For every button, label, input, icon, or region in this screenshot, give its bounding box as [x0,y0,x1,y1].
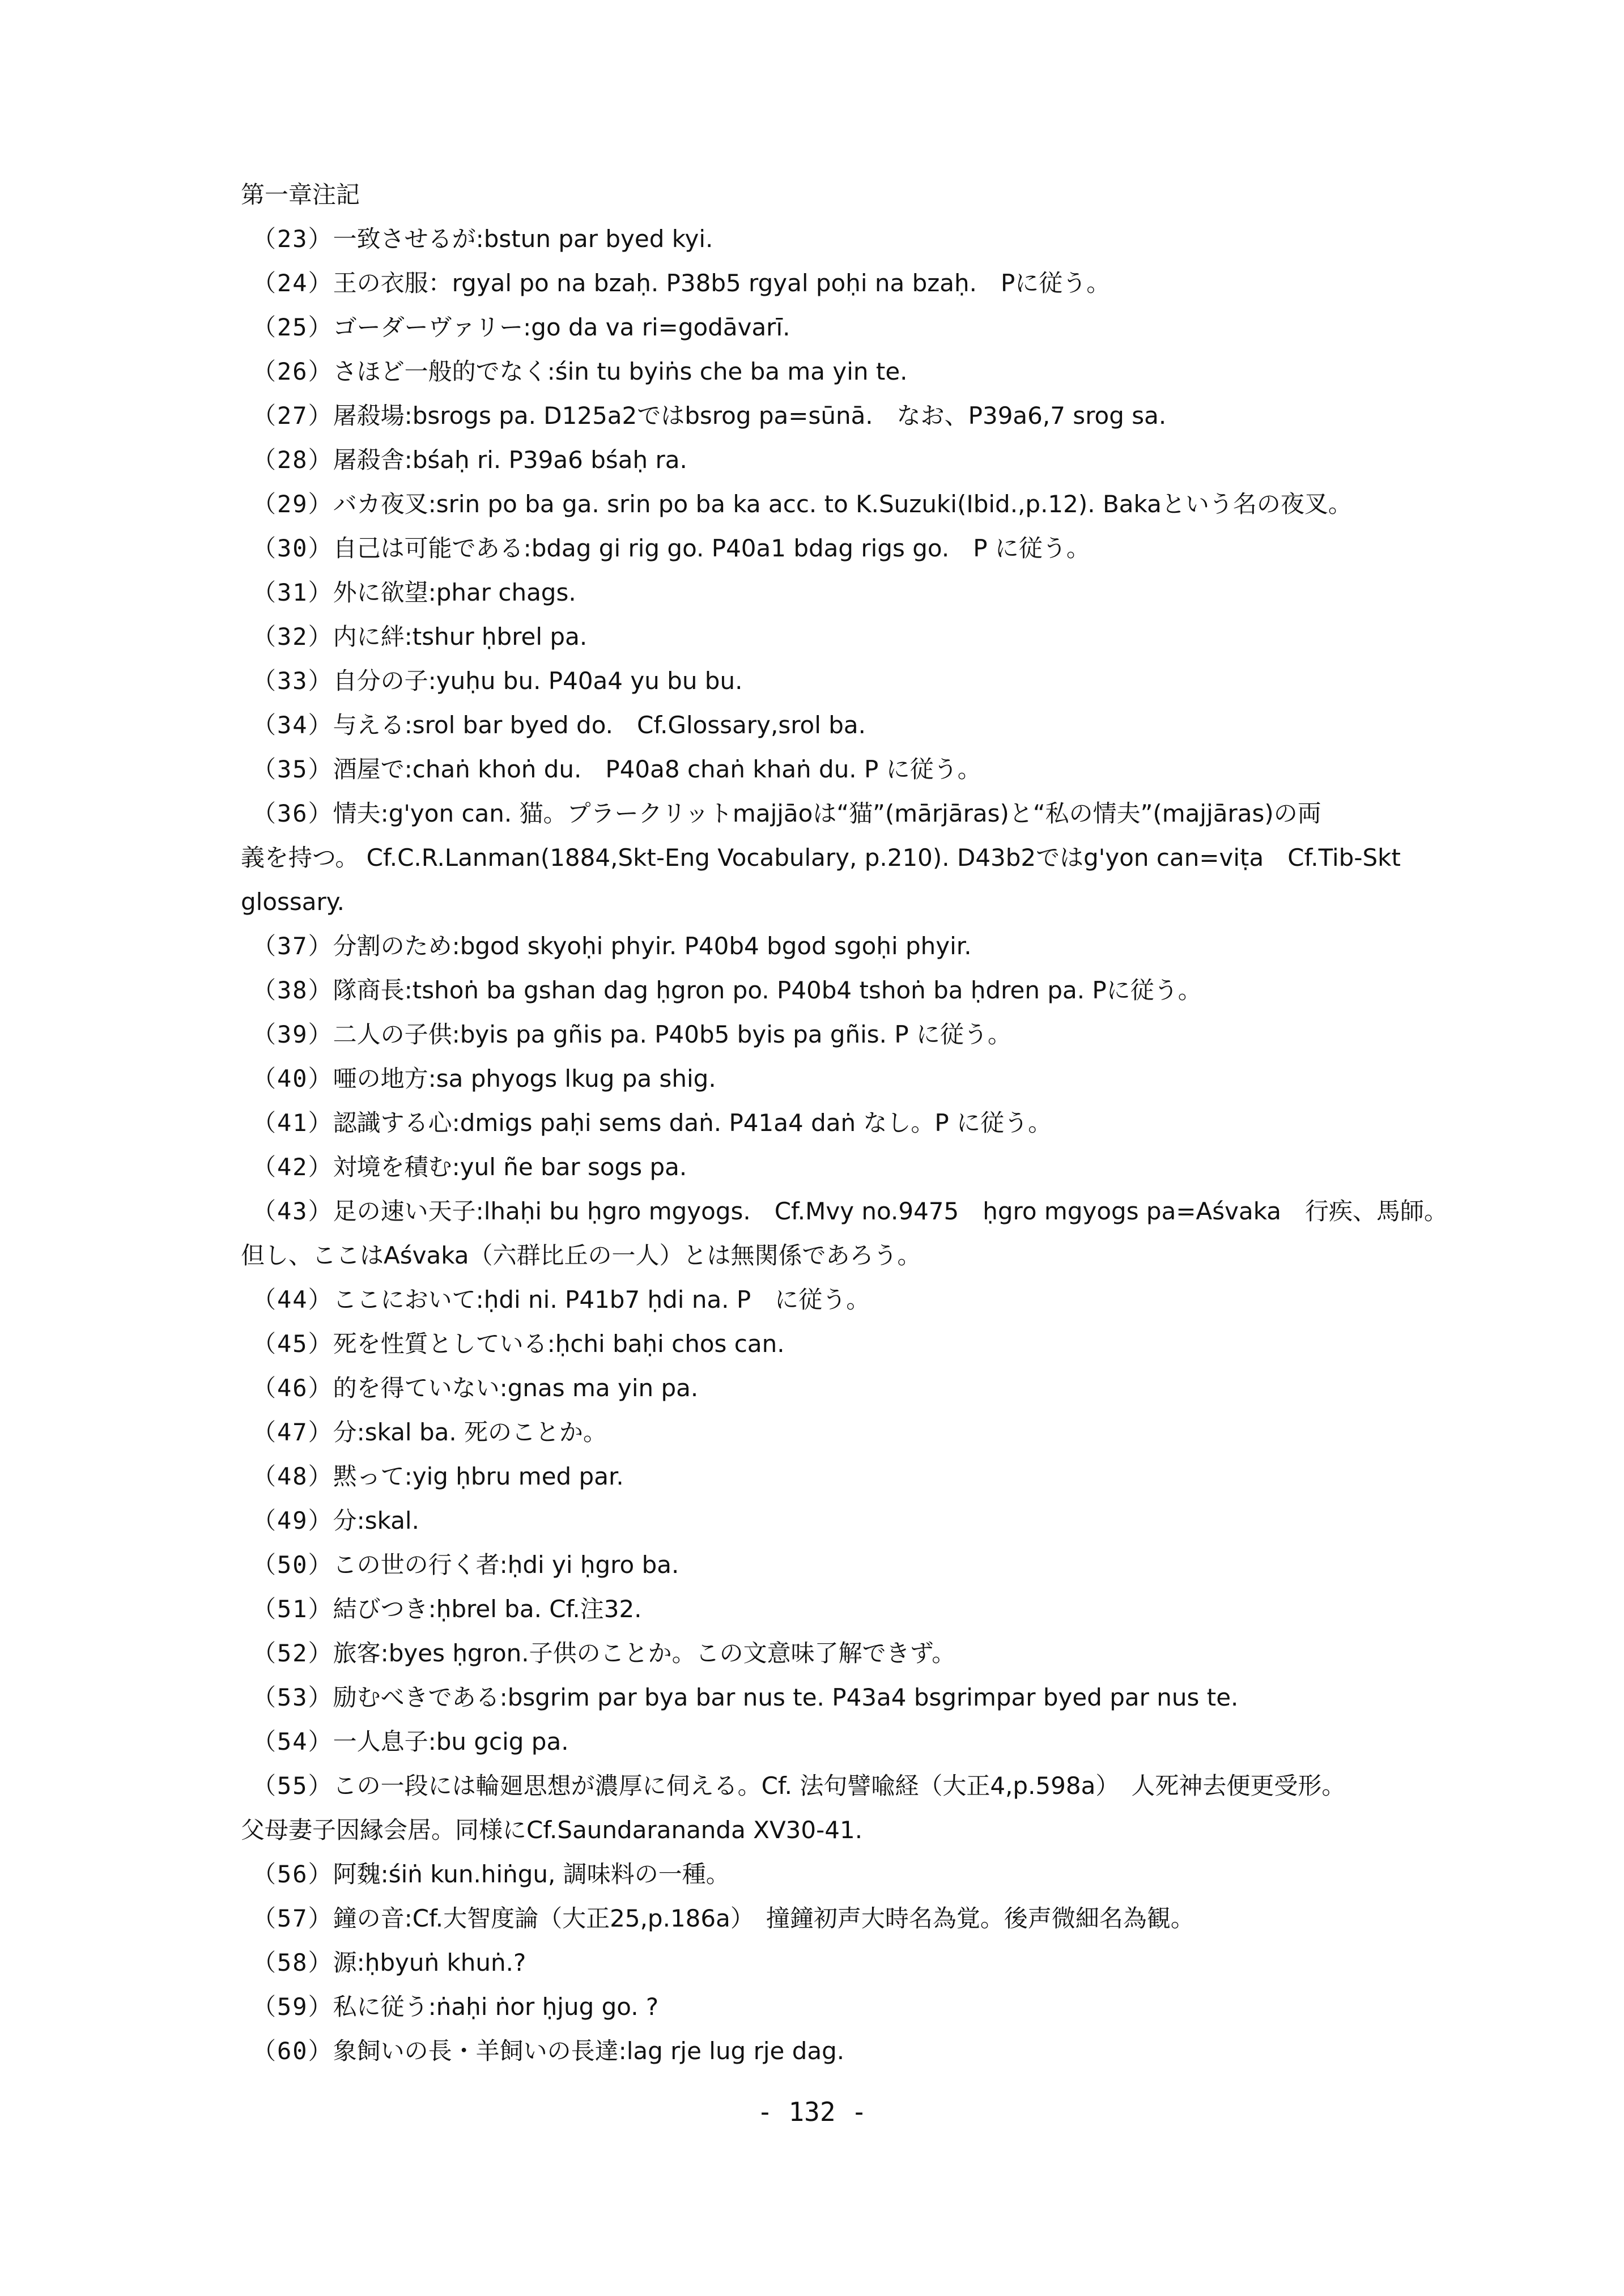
note-entry [241,1941,1459,1985]
note-text: 唖の地方:sa phyogs lkug pa shig. [333,1065,716,1092]
note-text: 一致させるが:bstun par byed kyi. [333,225,713,253]
note-number: （27） [252,402,333,430]
note-entry [241,924,1459,968]
note-text: 屠殺舎:bśaḥ ri. P39a6 bśaḥ ra. [333,446,687,474]
page-number: - 132 - [757,2097,867,2127]
note-number: （47） [252,1418,333,1446]
note-text: 与える:srol bar byed do. Cf.Glossary,srol ba. [333,711,866,739]
note-number: （29） [252,490,333,518]
note-text: 源:ḥbyuṅ khuṅ.? [333,1949,526,1976]
note-text: 励むべきである:bsgrim par bya bar nus te. P43a4 bsgrimpar byed par nus te. [333,1683,1239,1711]
note-entry [241,1720,1459,1764]
note-entry [241,747,1459,792]
note-number: （24） [252,269,333,297]
note-entry [241,482,1459,526]
note-text: 自分の子:yuḥu bu. P40a4 yu bu bu. [333,667,743,695]
note-entry [241,968,1459,1013]
note-text: 分割のため:bgod skyoḥi phyir. P40b4 bgod sgoḥi phyir. [333,932,972,960]
note-text: この世の行く者:ḥdi yi ḥgro ba. [333,1551,679,1579]
note-entry [241,571,1459,615]
note-entry [241,394,1459,438]
note-entry [241,1499,1459,1543]
note-number: （51） [252,1595,333,1623]
note-text: 酒屋で:chaṅ khoṅ du. P40a8 chaṅ khaṅ du. P に従う。 [333,755,981,783]
note-text: 死を性質としている:ḥchi baḥi chos can. [333,1330,785,1358]
note-continuation: glossary. [241,888,345,916]
note-entry [241,217,1459,261]
note-text: 黙って:yig ḥbru med par. [333,1462,624,1490]
notes-section [241,173,1459,2073]
note-number: （26） [252,358,333,385]
note-text: この一段には輪廻思想が濃厚に伺える。Cf. 法句譬喩経（大正4,p.598a） 人死神去便更受形。 [333,1772,1346,1800]
note-number: （44） [252,1286,333,1313]
note-number: （52） [252,1639,333,1667]
note-number: （57） [252,1904,333,1932]
note-entry [241,615,1459,659]
note-entry [241,792,1459,924]
note-entry [241,1278,1459,1322]
note-entry [241,1410,1459,1455]
note-number: （31） [252,579,333,606]
note-entry [241,1057,1459,1101]
note-text: 鐘の音:Cf.大智度論（大正25,p.186a） 撞鐘初声大時名為覚。後声微細名為観。 [333,1904,1194,1932]
note-text: 一人息子:bu gcig pa. [333,1728,569,1755]
note-number: （42） [252,1153,333,1181]
note-entry [241,350,1459,394]
note-number: （48） [252,1462,333,1490]
note-entry [241,1985,1459,2029]
note-text: 的を得ていない:gnas ma yin pa. [333,1374,699,1402]
note-entry [241,1366,1459,1410]
note-text: 対境を積む:yul ñe bar sogs pa. [333,1153,687,1181]
note-entry [241,1322,1459,1366]
note-text: 屠殺場:bsrogs pa. D125a2ではbsrog pa=sūnā. なお、P39a6,7 srog sa. [333,402,1167,430]
note-number: （50） [252,1551,333,1579]
note-number: （46） [252,1374,333,1402]
note-entry [241,1145,1459,1189]
note-number: （39） [252,1021,333,1048]
note-entry [241,1587,1459,1631]
note-entry [241,1013,1459,1057]
note-text: 旅客:byes ḥgron.子供のことか。この文意味了解できず。 [333,1639,956,1667]
note-text: ここにおいて:ḥdi ni. P41b7 ḥdi na. P に従う。 [333,1286,870,1313]
note-number: （34） [252,711,333,739]
note-entry [241,1189,1459,1278]
note-entry [241,1101,1459,1145]
note-number: （25） [252,313,333,341]
note-number: （23） [252,225,333,253]
note-text: 分:skal ba. 死のことか。 [333,1418,607,1446]
note-entry [241,659,1459,703]
note-entry [241,1676,1459,1720]
note-entry [241,2029,1459,2073]
note-text: 結びつき:ḥbrel ba. Cf.注32. [333,1595,642,1623]
note-number: （28） [252,446,333,474]
note-number: （56） [252,1860,333,1888]
note-number: （30） [252,534,333,562]
note-text: 外に欲望:phar chags. [333,579,576,606]
note-text: 情夫:g'yon can. 猫。プラークリットmajjāoは“猫”(mārjāras)と“私の情夫”(majjāras)の両 [333,800,1321,827]
note-entry [241,1852,1459,1897]
note-text: バカ夜叉:srin po ba ga. srin po ba ka acc. to K.Suzuki(Ibid.,p.12). Bakaという名の夜叉。 [333,490,1352,518]
note-entry [241,1897,1459,1941]
section-heading: 第一章注記 [241,181,360,209]
note-number: （54） [252,1728,333,1755]
note-number: （36） [252,800,333,827]
note-text: さほど一般的でなく:śin tu byiṅs che ba ma yin te. [333,358,908,385]
note-number: （43） [252,1197,333,1225]
note-number: （38） [252,976,333,1004]
note-text: 足の速い天子:lhaḥi bu ḥgro mgyogs. Cf.Mvy no.9475 ḥgro mgyogs pa=Aśvaka 行疾、馬師。 [333,1197,1448,1225]
note-text: 分:skal. [333,1507,419,1534]
note-number: （49） [252,1507,333,1534]
note-number: （59） [252,1993,333,2021]
note-number: （37） [252,932,333,960]
note-continuation: 父母妻子因縁会居。同様にCf.Saundarananda XV30-41. [241,1816,863,1844]
note-text: ゴーダーヴァリー:go da va ri=godāvarī. [333,313,790,341]
note-entry [241,526,1459,571]
note-number: （33） [252,667,333,695]
note-number: （58） [252,1949,333,1976]
note-entry [241,1631,1459,1676]
note-text: 象飼いの長・羊飼いの長達:lag rje lug rje dag. [333,2037,845,2065]
note-continuation: 義を持つ。 Cf.C.R.Lanman(1884,Skt-Eng Vocabulary, p.210). D43b2ではg'yon can=viṭa Cf.Tib-Skt [241,844,1401,871]
note-number: （45） [252,1330,333,1358]
note-number: （53） [252,1683,333,1711]
note-entry [241,1455,1459,1499]
notes-list [241,217,1459,2073]
note-entry [241,305,1459,350]
note-text: 王の衣服：rgyal po na bzaḥ. P38b5 rgyal poḥi na bzaḥ. Pに従う。 [333,269,1111,297]
note-entry [241,438,1459,482]
note-text: 二人の子供:byis pa gñis pa. P40b5 byis pa gñis. P に従う。 [333,1021,1012,1048]
note-entry [241,1543,1459,1587]
note-text: 隊商長:tshoṅ ba gshan dag ḥgron po. P40b4 tshoṅ ba ḥdren pa. Pに従う。 [333,976,1202,1004]
note-number: （35） [252,755,333,783]
note-text: 阿魏:śiṅ kun.hiṅgu, 調味料の一種。 [333,1860,730,1888]
note-number: （60） [252,2037,333,2065]
note-number: （40） [252,1065,333,1092]
note-text: 自己は可能である:bdag gi rig go. P40a1 bdag rigs go. P に従う。 [333,534,1090,562]
note-entry [241,1764,1459,1852]
note-text: 内に絆:tshur ḥbrel pa. [333,623,588,650]
note-number: （41） [252,1109,333,1137]
note-number: （55） [252,1772,333,1800]
note-number: （32） [252,623,333,650]
note-entry [241,703,1459,747]
note-entry [241,261,1459,305]
note-text: 認識する心:dmigs paḥi sems daṅ. P41a4 daṅ なし。P に従う。 [333,1109,1052,1137]
note-text: 私に従う:ṅaḥi ṅor ḥjug go. ? [333,1993,659,2021]
note-continuation: 但し、ここはAśvaka（六群比丘の一人）とは無関係であろう。 [241,1241,921,1269]
